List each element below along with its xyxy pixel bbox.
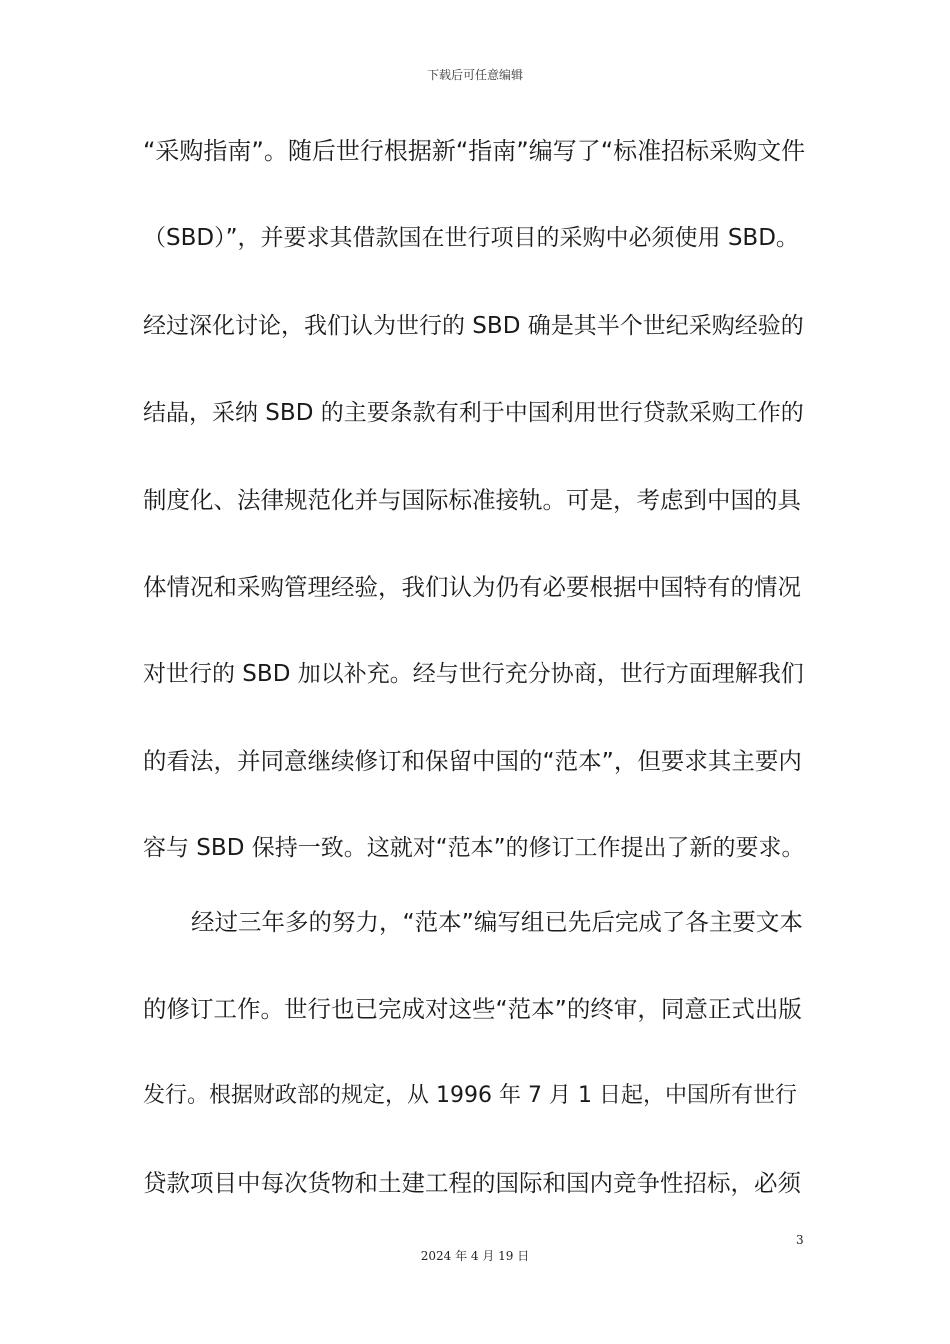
text-line: 制度化、法律规范化并与国际标准接轨。可是，考虑到中国的具	[143, 486, 801, 514]
text-line: 对世行的 SBD 加以补充。经与世行充分协商，世行方面理解我们	[143, 661, 804, 687]
text-line: 的看法，并同意继续修订和保留中国的“范本”，但要求其主要内	[143, 747, 802, 775]
text-line: “采购指南”。随后世行根据新“指南”编写了“标准招标采购文件	[143, 137, 806, 165]
text-line: 结晶，采纳 SBD 的主要条款有利于中国利用世行贷款采购工作的	[143, 400, 804, 426]
text-line: （SBD）”，并要求其借款国在世行项目的采购中必须使用 SBD。	[143, 225, 799, 251]
text-line: 经过深化讨论，我们认为世行的 SBD 确是其半个世纪采购经验的	[143, 313, 804, 339]
text-line: 体情况和采购管理经验，我们认为仍有必要根据中国特有的情况	[143, 573, 801, 601]
page-number: 3	[796, 1233, 804, 1247]
paragraph-first-line: 经过三年多的努力，“范本”编写组已先后完成了各主要文本	[191, 908, 803, 936]
text-line: 的修订工作。世行也已完成对这些“范本”的终审，同意正式出版	[143, 995, 802, 1023]
header-note: 下载后可任意编辑	[426, 68, 523, 82]
text-line: 发行。根据财政部的规定，从 1996 年 7 月 1 日起，中国所有世行	[143, 1083, 797, 1108]
text-line: 贷款项目中每次货物和土建工程的国际和国内竞争性招标，必须	[143, 1169, 801, 1197]
text-line: 容与 SBD 保持一致。这就对“范本”的修订工作提出了新的要求。	[143, 835, 805, 861]
footer-date: 2024 年 4 月 19 日	[420, 1249, 530, 1263]
